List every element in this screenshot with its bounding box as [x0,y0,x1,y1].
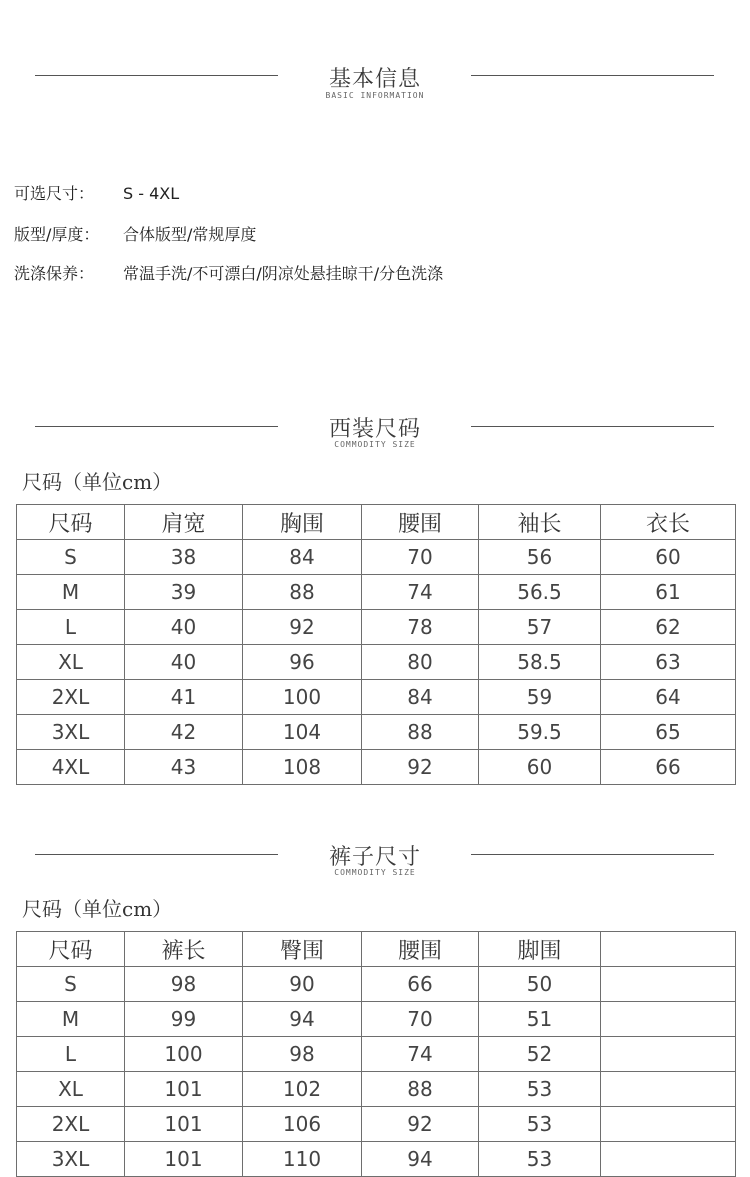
table-cell: 74 [362,575,479,610]
table-cell: 100 [243,680,362,715]
table-cell: 88 [362,715,479,750]
table-cell: 110 [243,1142,362,1177]
table-row [17,1072,736,1107]
header-cell: 肩宽 [125,505,243,540]
table-cell: 65 [601,715,736,750]
table-cell: 50 [479,967,601,1002]
table-cell: 101 [125,1142,243,1177]
table-row [17,750,736,785]
divider-right [471,426,714,427]
table-row [17,1142,736,1177]
table-cell: 53 [479,1107,601,1142]
table-cell: S [17,967,125,1002]
table-cell: 40 [125,610,243,645]
table-row [17,575,736,610]
table-cell [601,1037,736,1072]
table-cell: 4XL [17,750,125,785]
table-cell: 53 [479,1142,601,1177]
table-cell: 101 [125,1107,243,1142]
unit-caption: 尺码（单位cm） [22,470,173,494]
table-header-row [17,932,736,967]
table-row [17,645,736,680]
header-cell: 衣长 [601,505,736,540]
table-cell [601,1107,736,1142]
table-cell: 40 [125,645,243,680]
table-cell: 92 [243,610,362,645]
header-cell: 裤长 [125,932,243,967]
table-cell: 92 [362,1107,479,1142]
table-row [17,1107,736,1142]
table-cell: 3XL [17,1142,125,1177]
table-cell: 92 [362,750,479,785]
table-cell: 88 [362,1072,479,1107]
table-cell: 51 [479,1002,601,1037]
table-cell: 70 [362,540,479,575]
table-cell: 41 [125,680,243,715]
divider-left [35,75,278,76]
table-cell: 66 [601,750,736,785]
section-title: 基本信息 [328,67,421,92]
table-cell: 100 [125,1037,243,1072]
table-cell [601,967,736,1002]
info-label: 洗涤保养： [14,264,95,283]
header-cell: 袖长 [479,505,601,540]
info-label: 可选尺寸： [14,184,95,203]
table-cell: 78 [362,610,479,645]
table-cell: 102 [243,1072,362,1107]
table-cell: L [17,1037,125,1072]
table-cell: 66 [362,967,479,1002]
table-cell: 84 [362,680,479,715]
table-cell: 52 [479,1037,601,1072]
table-cell: 104 [243,715,362,750]
table-header-row [17,505,736,540]
section-subtitle: COMMODITY SIZE [334,868,416,877]
header-cell: 腰围 [362,932,479,967]
table-cell [601,1142,736,1177]
table-cell: XL [17,645,125,680]
table-row [17,680,736,715]
info-row-care [14,261,443,284]
table-cell: S [17,540,125,575]
table-cell: 53 [479,1072,601,1107]
table-cell: 88 [243,575,362,610]
table-cell: 94 [243,1002,362,1037]
table-cell: 84 [243,540,362,575]
header-cell: 臀围 [243,932,362,967]
section-subtitle: COMMODITY SIZE [334,440,416,449]
info-row-sizes [14,181,179,204]
table-row [17,610,736,645]
table-row [17,1037,736,1072]
table-cell: 59.5 [479,715,601,750]
table-cell: 38 [125,540,243,575]
divider-right [471,854,714,855]
header-cell: 腰围 [362,505,479,540]
table-cell: 42 [125,715,243,750]
table-cell: 58.5 [479,645,601,680]
table-cell: 62 [601,610,736,645]
info-value: S - 4XL [123,184,180,203]
pants-size-header [0,840,750,900]
table-cell: 106 [243,1107,362,1142]
suit-size-header [0,412,750,472]
suit-size-table [16,504,736,785]
table-cell: 64 [601,680,736,715]
table-cell: 94 [362,1142,479,1177]
table-cell: 57 [479,610,601,645]
header-cell: 脚围 [479,932,601,967]
header-cell: 胸围 [243,505,362,540]
info-row-fit [14,222,256,245]
header-cell: 尺码 [17,505,125,540]
info-value: 常温手洗/不可漂白/阴凉处悬挂晾干/分色洗涤 [123,264,444,283]
info-label: 版型/厚度： [14,225,100,244]
table-cell: 90 [243,967,362,1002]
table-cell: 63 [601,645,736,680]
table-cell: M [17,575,125,610]
table-cell: 2XL [17,680,125,715]
header-cell: 尺码 [17,932,125,967]
table-cell: 59 [479,680,601,715]
table-cell: 60 [479,750,601,785]
divider-left [35,426,278,427]
table-cell: 3XL [17,715,125,750]
table-cell: 60 [601,540,736,575]
table-cell: M [17,1002,125,1037]
divider-left [35,854,278,855]
pants-size-table [16,931,736,1177]
table-cell: 108 [243,750,362,785]
table-cell [601,1002,736,1037]
table-cell: 98 [243,1037,362,1072]
table-cell [601,1072,736,1107]
table-cell: 80 [362,645,479,680]
table-row [17,715,736,750]
table-cell: L [17,610,125,645]
table-cell: 56 [479,540,601,575]
section-subtitle: BASIC INFORMATION [325,91,425,100]
table-cell: 2XL [17,1107,125,1142]
table-cell: 98 [125,967,243,1002]
table-cell: 96 [243,645,362,680]
header-cell [601,932,736,967]
unit-caption: 尺码（单位cm） [22,897,173,921]
table-cell: 61 [601,575,736,610]
table-cell: 74 [362,1037,479,1072]
table-cell: 101 [125,1072,243,1107]
table-cell: XL [17,1072,125,1107]
table-cell: 70 [362,1002,479,1037]
section-title: 裤子尺寸 [328,845,421,870]
table-row [17,540,736,575]
table-cell: 56.5 [479,575,601,610]
table-row [17,967,736,1002]
table-cell: 43 [125,750,243,785]
table-row [17,1002,736,1037]
basic-info-header [0,62,750,122]
section-title: 西装尺码 [328,417,421,442]
table-cell: 39 [125,575,243,610]
table-cell: 99 [125,1002,243,1037]
divider-right [471,75,714,76]
info-value: 合体版型/常规厚度 [123,225,257,244]
